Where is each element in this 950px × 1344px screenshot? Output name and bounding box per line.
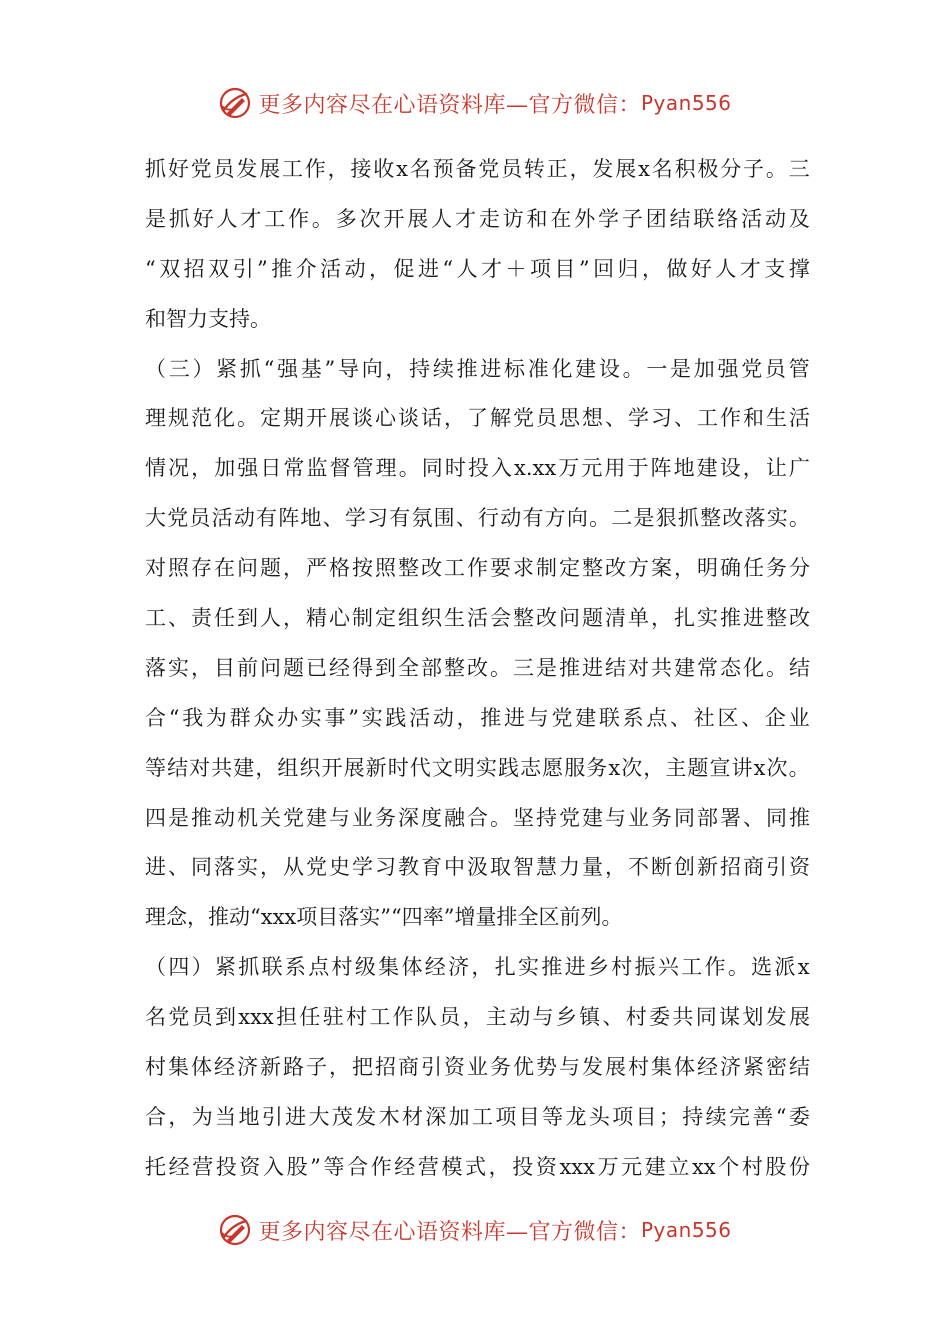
text-line: 四 是 推 动 机 关 党 建 与 业 务 深 度 融 合 。 坚 持 党 建 与 业 务 同 部 署 、 同 推 xyxy=(145,805,810,830)
text-line: 名 党 员 到 xxx 担 任 驻 村 工 作 队 员 ， 主 动 与 乡 镇 、 村 委 共 同 谋 划 发 展 xyxy=(145,1005,810,1030)
text-line: 等 结 对 共 建 ， 组 织 开 展 新 时 代 文 明 实 践 志 愿 服 务 x 次 ， 主 题 宣 讲 x 次 。 xyxy=(145,755,810,780)
paragraph-1 xyxy=(145,145,810,345)
text-line: （ 三 ） 紧 抓 “ 强 基 ” 导 向 ， 持 续 推 进 标 准 化 建 设 。 一 是 加 强 党 员 管 xyxy=(145,356,810,381)
text-line: 合 ， 为 当 地 引 进 大 茂 发 木 材 深 加 工 项 目 等 龙 头 项 目 ； 持 续 完 善 “ 委 xyxy=(145,1104,810,1129)
text-line: 理念，推动“xxx项目落实”“四率”增量排全区前列。 xyxy=(145,905,623,930)
text-line: 理 规 范 化 。 定 期 开 展 谈 心 谈 话 ， 了 解 党 员 思 想 、 学 习 、 工 作 和 生 活 xyxy=(145,406,810,431)
watermark-id: Pyan556 xyxy=(641,1218,732,1242)
paragraph-2 xyxy=(145,345,810,944)
watermark-footer xyxy=(0,1210,950,1250)
watermark-text: 更多内容尽在心语资料库—官方微信： xyxy=(258,1219,641,1245)
pen-book-logo-icon xyxy=(218,1213,252,1247)
text-line: 和智力支持。 xyxy=(145,306,271,331)
watermark-header xyxy=(0,83,950,123)
watermark-text: 更多内容尽在心语资料库—官方微信： xyxy=(258,92,641,118)
text-line: 情 况 ， 加 强 日 常 监 督 管 理 。 同 时 投 入 x.xx 万 元 用 于 阵 地 建 设 ， 让 广 xyxy=(145,456,810,481)
text-line: 是 抓 好 人 才 工 作 。 多 次 开 展 人 才 走 访 和 在 外 学 子 团 结 联 络 活 动 及 xyxy=(145,206,810,231)
text-line: 工 、 责 任 到 人 ， 精 心 制 定 组 织 生 活 会 整 改 问 题 清 单 ， 扎 实 推 进 整 改 xyxy=(145,606,810,631)
text-line: 落 实 ， 目 前 问 题 已 经 得 到 全 部 整 改 。 三 是 推 进 结 对 共 建 常 态 化 。 结 xyxy=(145,655,810,680)
text-line: 托 经 营 投 资 入 股 ” 等 合 作 经 营 模 式 ， 投 资 xxx 万 元 建 立 xx 个 村 股 份 xyxy=(145,1154,810,1179)
paragraph-3 xyxy=(145,943,810,1192)
text-line: 对 照 存 在 问 题 ， 严 格 按 照 整 改 工 作 要 求 制 定 整 改 方 案 ， 明 确 任 务 分 xyxy=(145,556,810,581)
text-line: 大 党 员 活 动 有 阵 地 、 学 习 有 氛 围 、 行 动 有 方 向 。 二 是 狠 抓 整 改 落 实 。 xyxy=(145,506,810,531)
text-line: 抓 好 党 员 发 展 工 作 ， 接 收 x 名 预 备 党 员 转 正 ， 发 展 x 名 积 极 分 子 。 三 xyxy=(145,157,810,181)
text-line: 村 集 体 经 济 新 路 子 ， 把 招 商 引 资 业 务 优 势 与 发 展 村 集 体 经 济 紧 密 结 xyxy=(145,1055,810,1080)
text-line: “ 双 招 双 引 ” 推 介 活 动 ， 促 进 “ 人 才 ＋ 项 目 ” 回 归 ， 做 好 人 才 支 撑 xyxy=(145,256,810,281)
document-body xyxy=(145,145,810,1193)
text-line: （ 四 ） 紧 抓 联 系 点 村 级 集 体 经 济 ， 扎 实 推 进 乡 村 振 兴 工 作 。 选 派 x xyxy=(145,955,810,980)
pen-book-logo-icon xyxy=(218,86,252,120)
watermark-id: Pyan556 xyxy=(641,91,732,115)
text-line: 进 、 同 落 实 ， 从 党 史 学 习 教 育 中 汲 取 智 慧 力 量 ， 不 断 创 新 招 商 引 资 xyxy=(145,855,810,880)
text-line: 合 “ 我 为 群 众 办 实 事 ” 实 践 活 动 ， 推 进 与 党 建 联 系 点 、 社 区 、 企 业 xyxy=(145,705,810,730)
